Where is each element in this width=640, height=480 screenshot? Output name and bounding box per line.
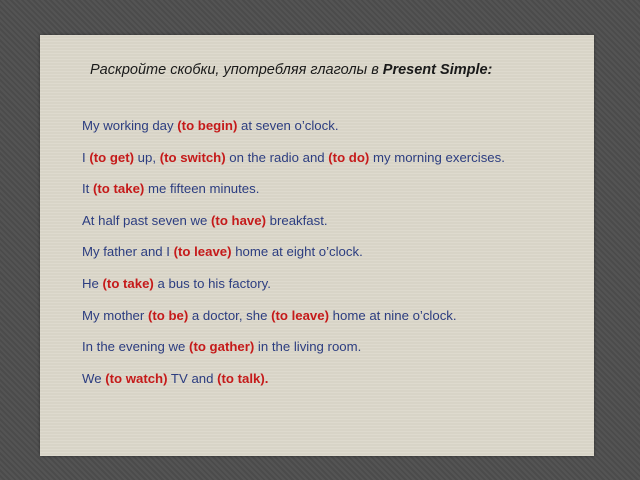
sentence-text: a bus to his factory. [153, 275, 271, 291]
sentence-text: My mother [82, 307, 148, 323]
title-instruction: Раскройте скобки, употребляя глаголы в [90, 62, 383, 78]
verb-in-brackets: (to begin) [177, 118, 238, 133]
sentence-item [82, 214, 505, 246]
verb-in-brackets: (to take) [102, 275, 154, 291]
sentence-item [82, 340, 505, 372]
verb-in-brackets: (to switch) [159, 149, 226, 165]
sentence-text: I [82, 149, 90, 165]
sentence-text: At half past seven we [82, 212, 212, 228]
sentence-text: up, [134, 149, 160, 165]
sentence-text: home at nine o’clock. [329, 307, 457, 323]
sentence-item [82, 182, 505, 214]
sentence-text: on the radio and [225, 149, 329, 165]
slide-panel [40, 35, 594, 456]
verb-in-brackets: (to gather) [189, 339, 255, 355]
sentence-text: a doctor, she [188, 307, 272, 323]
sentence-text: He [82, 275, 103, 291]
sentence-text: my morning exercises. [369, 149, 505, 165]
sentence-text: It [82, 181, 93, 197]
sentence-text: at seven o’clock. [237, 118, 339, 133]
verb-in-brackets: (to have) [211, 212, 266, 228]
sentence-text: My working day [82, 118, 178, 133]
sentence-text: My father and I [82, 244, 174, 260]
verb-in-brackets: (to be) [147, 307, 189, 323]
sentence-text: in the living room. [254, 339, 362, 355]
sentence-text: We [82, 370, 106, 386]
slide-title [90, 62, 492, 78]
sentence-item [82, 151, 505, 183]
sentence-text: home at eight o’clock. [231, 244, 363, 260]
sentence-item [82, 245, 505, 277]
verb-in-brackets: (to get) [89, 149, 135, 165]
verb-in-brackets: (to watch) [105, 370, 168, 386]
verb-in-brackets: (to talk). [217, 370, 269, 386]
sentence-text: In the evening we [82, 339, 190, 355]
sentence-text: me fifteen minutes. [144, 181, 260, 197]
sentence-list [82, 119, 505, 403]
sentence-text: breakfast. [265, 212, 328, 228]
verb-in-brackets: (to leave) [271, 307, 329, 323]
verb-in-brackets: (to take) [93, 181, 145, 197]
sentence-item [82, 309, 505, 341]
sentence-item [82, 277, 505, 309]
sentence-item [82, 119, 505, 151]
verb-in-brackets: (to leave) [173, 244, 232, 260]
verb-in-brackets: (to do) [328, 149, 370, 165]
sentence-item [82, 372, 505, 404]
sentence-text: TV and [167, 370, 218, 386]
title-tense: Present Simple: [382, 62, 493, 78]
